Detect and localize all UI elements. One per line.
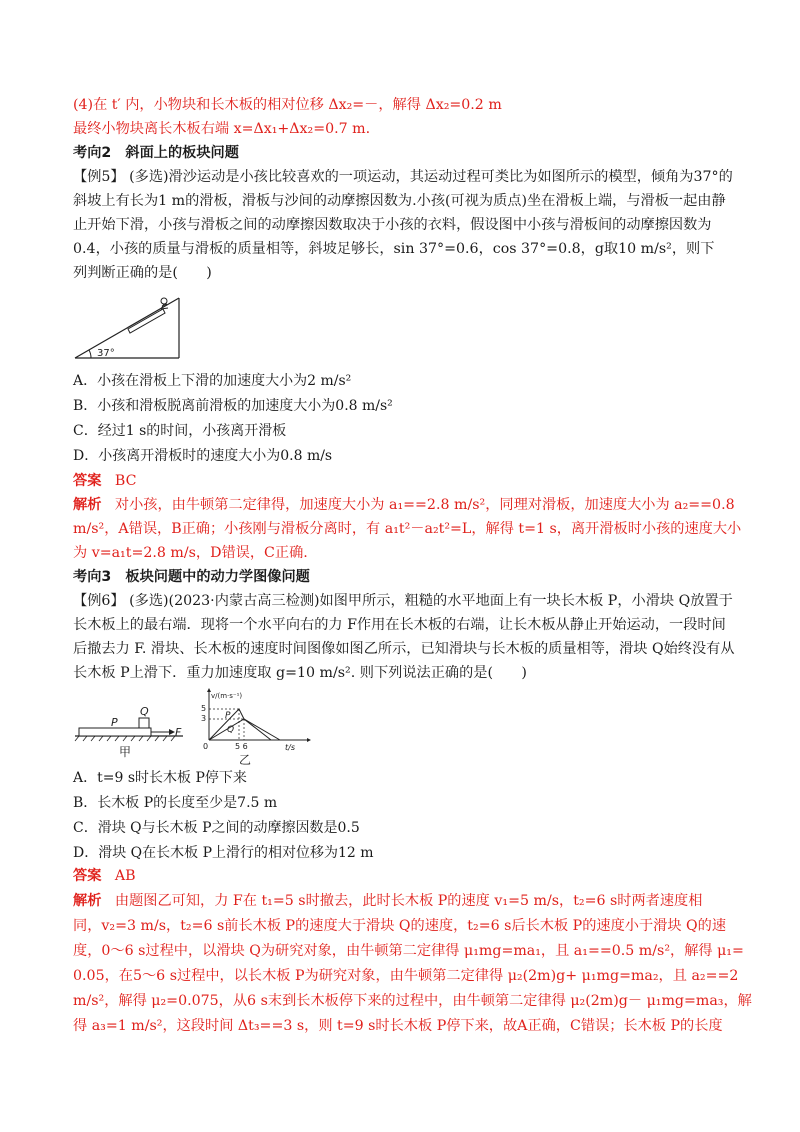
answer-row xyxy=(73,471,136,491)
problem-text: 【例6】 (多选)(2023·内蒙古高三检测)如图甲所示，粗糙的水平地面上有一块长木板 P，小滑块 Q放置于 xyxy=(73,593,733,609)
analysis-text: 度，0～6 s过程中，以滑块 Q为研究对象，由牛顿第二定律得 μ₁mg=ma₁，且 a₁==0.5 m/s²，解得 μ₁= xyxy=(73,943,744,959)
answer-value: BC xyxy=(114,473,137,489)
section-title: 考向3 板块问题中的动力学图像问题 xyxy=(73,569,310,585)
problem-text: 长木板上的最右端．现将一个水平向右的力 F作用在长木板的右端，让长木板从静止开始运动，一段时间 xyxy=(73,617,726,633)
analysis-row xyxy=(73,891,702,911)
problem-text: 后撤去力 F. 滑块、长木板的速度时间图像如图乙所示，已知滑块与长木板的质量相等，滑块 Q始终没有从 xyxy=(73,641,735,657)
problem-text: 【例5】 (多选)滑沙运动是小孩比较喜欢的一项运动，其运动过程可类比为如图所示的模型，倾角为37°的 xyxy=(73,169,733,185)
x-axis-label: t/s xyxy=(285,743,295,752)
analysis-text: 对小孩，由牛顿第二定律得，加速度大小为 a₁==2.8 m/s²，同理对滑板，加速度大小为 a₂==0.8 xyxy=(114,497,735,513)
answer-label: 答案 xyxy=(73,473,102,489)
angle-label: 37° xyxy=(97,348,115,359)
figure-yi-vt-graph xyxy=(195,688,315,768)
option-d: D．小孩离开滑板时的速度大小为0.8 m/s xyxy=(73,448,333,464)
analysis-row xyxy=(73,495,735,515)
solution-line: 最终小物块离长木板右端 x=Δx₁+Δx₂=0.7 m. xyxy=(73,121,371,137)
label-f: F xyxy=(175,726,182,739)
figure-jia xyxy=(73,692,193,762)
analysis-text: 得 a₃=1 m/s²，这段时间 Δt₃==3 s，则 t=9 s时长木板 P停下来，故A正确，C错误；长木板 P的长度 xyxy=(73,1018,723,1034)
problem-text: 斜坡上有长为1 m的滑板，滑板与沙间的动摩擦因数为.小孩(可视为质点)坐在滑板上端，与滑板一起由静 xyxy=(73,193,726,209)
option-c: C．滑块 Q与长木板 P之间的动摩擦因数是0.5 xyxy=(73,820,360,836)
analysis-text: 为 v=a₁t=2.8 m/s，D错误，C正确. xyxy=(73,545,308,561)
problem-text: 列判断正确的是( ) xyxy=(73,265,212,281)
analysis-text: 0.05，在5～6 s过程中，以长木板 P为研究对象，由牛顿第二定律得 μ₂(2m)g+ μ₁mg=ma₂，且 a₂==2 xyxy=(73,968,739,984)
analysis-text: m/s²，A错误，B正确；小孩刚与滑板分离时，有 a₁t²－a₂t²=L，解得 t=1 s，离开滑板时小孩的速度大小 xyxy=(73,521,742,537)
label-q: Q xyxy=(140,705,149,718)
answer-value: AB xyxy=(114,868,136,884)
option-b: B．小孩和滑板脱离前滑板的加速度大小为0.8 m/s² xyxy=(73,398,393,414)
problem-text: 0.4，小孩的质量与滑板的质量相等，斜坡足够长，sin 37°=0.6，cos 37°=0.8，g取10 m/s²，则下 xyxy=(73,241,715,257)
slope-figure xyxy=(73,290,193,362)
option-a: A．小孩在滑板上下滑的加速度大小为2 m/s² xyxy=(73,373,352,389)
tick-56: 5 6 xyxy=(235,742,248,751)
analysis-text: 同，v₂=3 m/s，t₂=6 s前长木板 P的速度大于滑块 Q的速度，t₂=6 s后长木板 P的速度小于滑块 Q的速 xyxy=(73,918,727,934)
option-b: B．长木板 P的长度至少是7.5 m xyxy=(73,795,278,811)
option-c: C．经过1 s的时间，小孩离开滑板 xyxy=(73,423,287,439)
curve-label-p: P xyxy=(225,711,231,721)
tick-5: 5 xyxy=(201,704,207,713)
answer-label: 答案 xyxy=(73,868,102,884)
label-p: P xyxy=(111,716,118,729)
analysis-label: 解析 xyxy=(73,893,102,909)
caption-yi: 乙 xyxy=(239,753,252,767)
tick-0: 0 xyxy=(203,742,209,751)
answer-row xyxy=(73,866,136,886)
analysis-text: m/s²，解得 μ₂=0.075，从6 s末到长木板停下来的过程中，由牛顿第二定律得 μ₂(2m)g－ μ₁mg=ma₃，解 xyxy=(73,993,752,1009)
analysis-label: 解析 xyxy=(73,497,102,513)
solution-line: (4)在 t′ 内，小物块和长木板的相对位移 Δx₂=－，解得 Δx₂=0.2 m xyxy=(73,97,502,113)
analysis-text: 由题图乙可知，力 F在 t₁=5 s时撤去，此时长木板 P的速度 v₁=5 m/s，t₂=6 s时两者速度相 xyxy=(114,893,703,909)
problem-text: 长木板 P上滑下．重力加速度取 g=10 m/s². 则下列说法正确的是( ) xyxy=(73,665,527,681)
tick-3: 3 xyxy=(201,714,207,723)
caption-jia: 甲 xyxy=(119,745,132,759)
y-axis-label: v/(m·s⁻¹) xyxy=(211,692,243,700)
option-d: D．滑块 Q在长木板 P上滑行的相对位移为12 m xyxy=(73,845,374,861)
curve-label-q: Q xyxy=(227,725,235,735)
option-a: A．t=9 s时长木板 P停下来 xyxy=(73,770,247,786)
problem-text: 止开始下滑，小孩与滑板之间的动摩擦因数取决于小孩的衣料，假设图中小孩与滑板间的动摩擦因数为 xyxy=(73,217,712,233)
section-title: 考向2 斜面上的板块问题 xyxy=(73,145,239,161)
